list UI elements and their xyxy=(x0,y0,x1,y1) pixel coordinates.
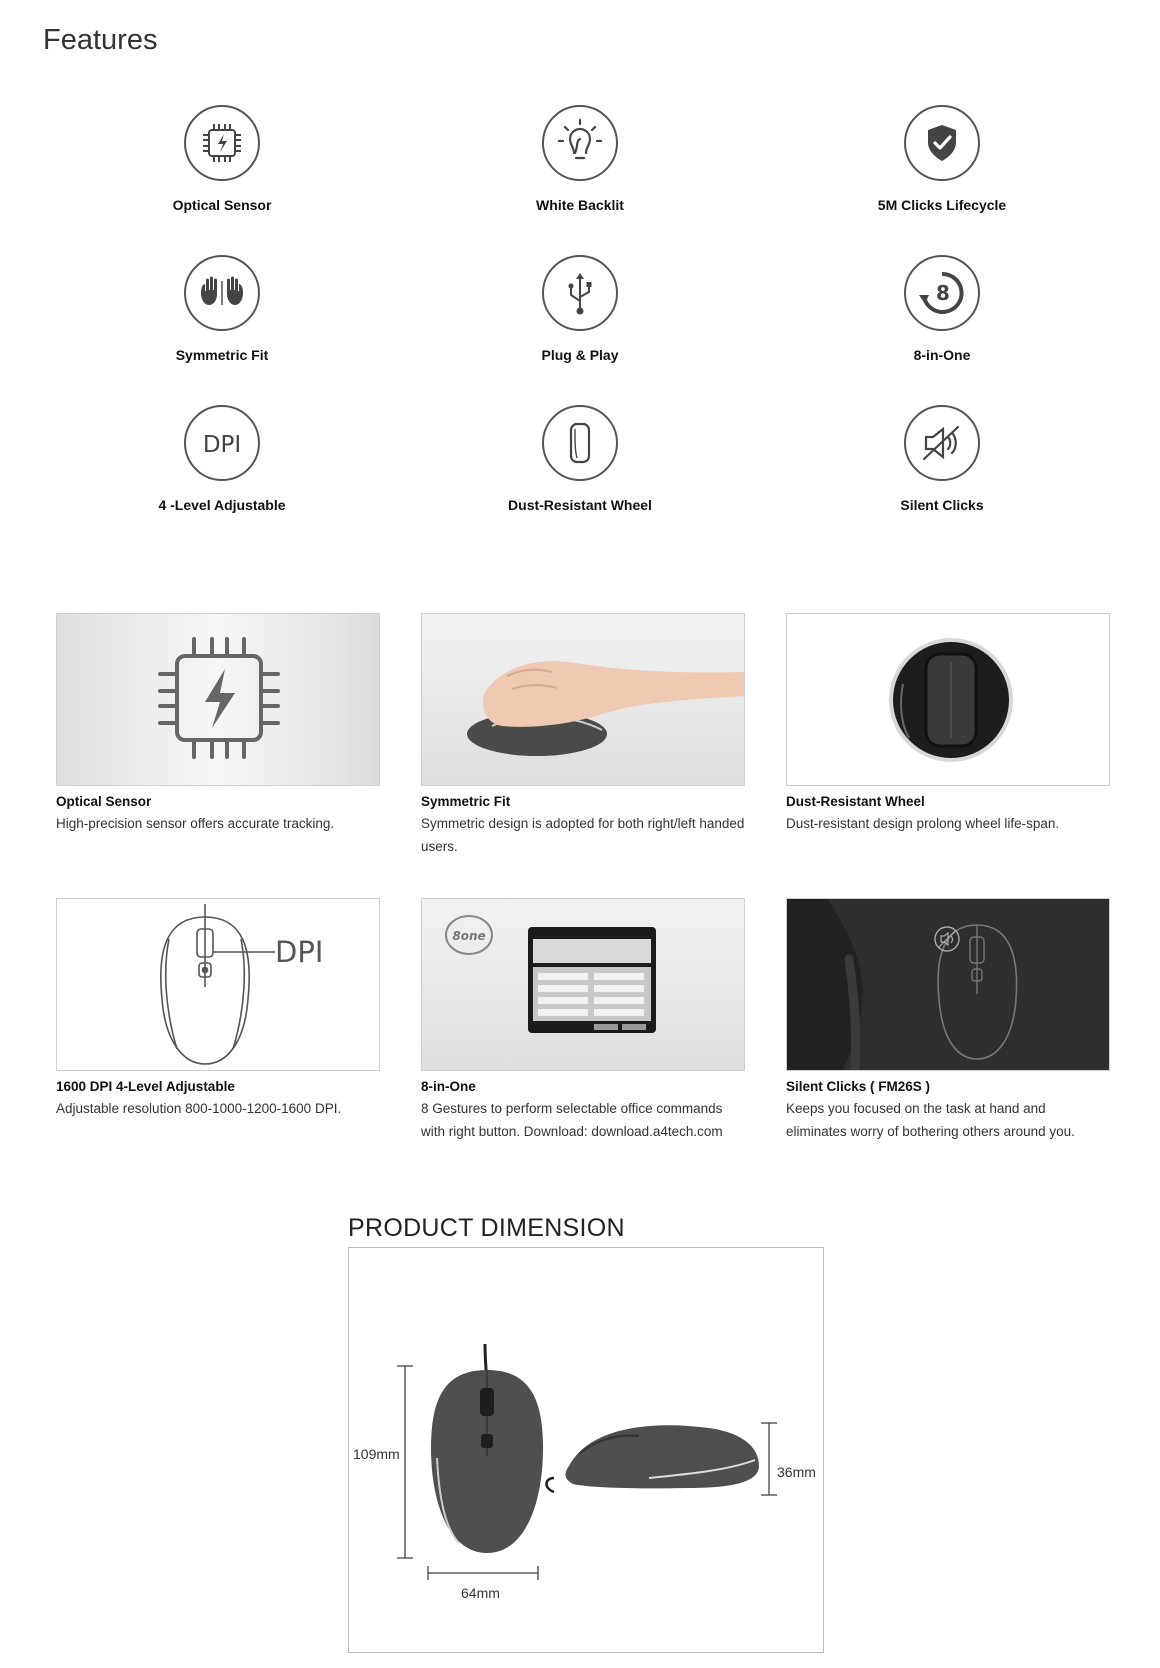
card-description: 8 Gestures to perform selectable office commands with right button. Download: download.a4tech.com xyxy=(421,1101,723,1139)
card-image xyxy=(56,613,380,786)
svg-text:DPI: DPI xyxy=(275,935,324,969)
svg-text:8one: 8one xyxy=(452,929,486,943)
card-description: Adjustable resolution 800-1000-1200-1600 DPI. xyxy=(56,1101,342,1116)
chip-icon xyxy=(57,614,380,786)
card-symmetric-fit xyxy=(421,613,745,858)
wheel-icon xyxy=(554,417,606,469)
card-description: Dust-resistant design prolong wheel life-span. xyxy=(786,816,1060,831)
dimension-length-label: 109mm xyxy=(353,1446,400,1462)
dimension-width-label: 64mm xyxy=(461,1585,500,1601)
usb-icon xyxy=(554,267,606,319)
hand-on-mouse-image xyxy=(422,614,745,786)
mouse-dimension-image xyxy=(349,1248,825,1654)
feature-label: Plug & Play xyxy=(541,347,619,363)
dimension-title: PRODUCT DIMENSION xyxy=(348,1214,625,1242)
page-title: Features xyxy=(43,24,158,56)
card-dpi-adjustable xyxy=(56,898,380,1120)
feature-label: 4 -Level Adjustable xyxy=(158,497,286,513)
dpi-icon xyxy=(196,417,248,469)
feature-8-in-one xyxy=(812,255,1072,363)
svg-text:8: 8 xyxy=(936,281,950,305)
feature-plug-and-play xyxy=(450,255,710,363)
card-image xyxy=(56,898,380,1071)
dimension-diagram xyxy=(348,1247,824,1653)
feature-optical-sensor xyxy=(92,105,352,213)
feature-label: 5M Clicks Lifecycle xyxy=(877,197,1007,213)
hands-icon xyxy=(196,267,248,319)
card-title: 1600 DPI 4-Level Adjustable xyxy=(56,1079,235,1094)
wheel-closeup-image xyxy=(787,614,1110,786)
card-title: Dust-Resistant Wheel xyxy=(786,794,925,809)
feature-white-backlit xyxy=(450,105,710,213)
card-image xyxy=(786,613,1110,786)
feature-label: Symmetric Fit xyxy=(175,347,269,363)
card-optical-sensor xyxy=(56,613,380,835)
card-description: Symmetric design is adopted for both right/left handed users. xyxy=(421,816,745,854)
dimension-height-label: 36mm xyxy=(777,1464,816,1480)
gesture-settings-image xyxy=(422,899,745,1071)
mouse-outline-dpi-image xyxy=(57,899,380,1071)
shield-check-icon xyxy=(916,117,968,169)
card-title: Silent Clicks ( FM26S ) xyxy=(786,1079,931,1094)
feature-label: Silent Clicks xyxy=(900,497,984,513)
feature-silent-clicks xyxy=(812,405,1072,513)
card-title: 8-in-One xyxy=(421,1079,476,1094)
feature-dust-resistant-wheel xyxy=(450,405,710,513)
mute-icon xyxy=(916,417,968,469)
feature-label: Optical Sensor xyxy=(172,197,272,213)
feature-4-level-adjustable xyxy=(92,405,352,513)
card-8-in-one xyxy=(421,898,745,1143)
card-silent-clicks xyxy=(786,898,1110,1143)
card-dust-resistant-wheel xyxy=(786,613,1110,835)
card-description: High-precision sensor offers accurate tracking. xyxy=(56,816,335,831)
card-title: Optical Sensor xyxy=(56,794,152,809)
svg-text:DPI: DPI xyxy=(202,432,242,458)
card-description: Keeps you focused on the task at hand and eliminates worry of bothering others around you. xyxy=(786,1101,1075,1139)
feature-label: White Backlit xyxy=(536,197,624,213)
eight-icon xyxy=(916,267,968,319)
chip-icon xyxy=(196,117,248,169)
feature-label: Dust-Resistant Wheel xyxy=(508,497,652,513)
card-image xyxy=(786,898,1110,1071)
silent-mouse-image xyxy=(787,899,1110,1071)
feature-symmetric-fit xyxy=(92,255,352,363)
card-image xyxy=(421,613,745,786)
feature-label: 8-in-One xyxy=(913,347,971,363)
card-title: Symmetric Fit xyxy=(421,794,511,809)
card-image xyxy=(421,898,745,1071)
lightbulb-icon xyxy=(554,117,606,169)
feature-clicks-lifecycle xyxy=(812,105,1072,213)
